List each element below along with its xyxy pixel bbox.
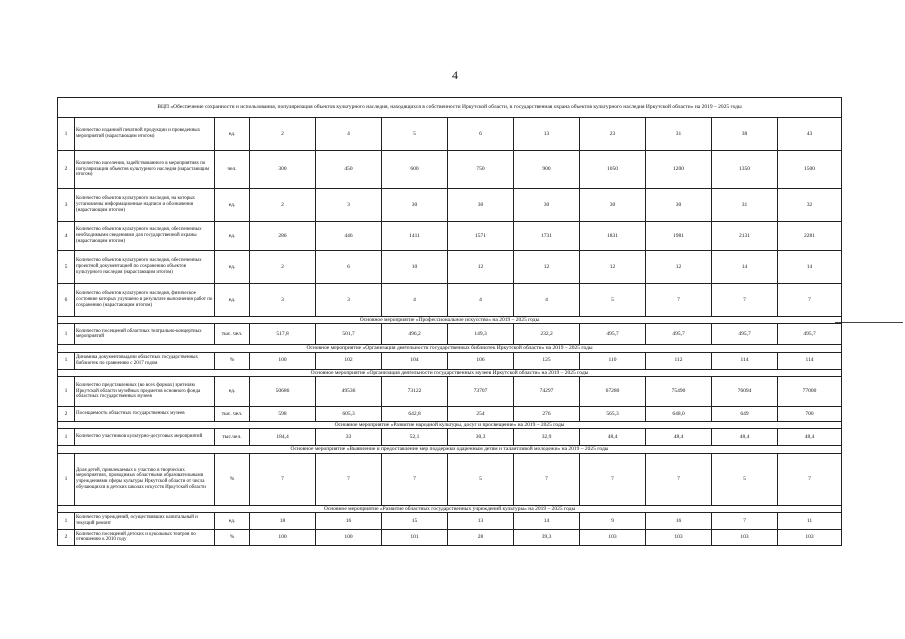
section-title: Основное мероприятие «Развитие областных государственных учреждений культуры» на 2019 – 2025 годы — [58, 505, 842, 512]
row-number: 3 — [58, 189, 75, 222]
unit-cell: ед. — [215, 251, 250, 284]
section-row — [58, 446, 842, 453]
value-cell: 4 — [316, 118, 382, 151]
value-cell: 30 — [514, 189, 580, 222]
unit-cell: ед. — [215, 376, 250, 406]
value-cell: 52,1 — [382, 429, 448, 446]
value-cell: 11 — [778, 512, 842, 529]
value-cell: 286 — [250, 222, 316, 251]
value-cell: 30 — [580, 189, 646, 222]
row-number: 1 — [58, 429, 75, 446]
value-cell: 16 — [316, 512, 382, 529]
value-cell: 32,9 — [514, 429, 580, 446]
table-row — [58, 284, 842, 317]
value-cell: 103 — [580, 529, 646, 545]
row-number: 1 — [58, 352, 75, 369]
value-cell: 32 — [778, 189, 842, 222]
value-cell: 605,3 — [316, 406, 382, 421]
value-cell: 5 — [712, 453, 778, 505]
unit-cell: ед. — [215, 189, 250, 222]
value-cell: 12 — [448, 251, 514, 284]
value-cell: 450 — [316, 151, 382, 189]
value-cell: 300 — [250, 151, 316, 189]
value-cell: 3 — [250, 284, 316, 317]
indicator-name: Количество участников культурно-досуговых мероприятий — [75, 429, 215, 446]
value-cell: 3 — [316, 189, 382, 222]
value-cell: 2131 — [712, 222, 778, 251]
value-cell: 642,8 — [382, 406, 448, 421]
value-cell: 4 — [514, 284, 580, 317]
unit-cell: % — [215, 529, 250, 545]
value-cell: 495,7 — [778, 324, 842, 345]
row-number: 2 — [58, 406, 75, 421]
indicator-name: Количество объектов культурного наследия, на которых установлены информационные надписи и обозначения (нарастающим итогом) — [75, 189, 215, 222]
value-cell: 12 — [580, 251, 646, 284]
value-cell: 33 — [316, 429, 382, 446]
value-cell: 495,7 — [580, 324, 646, 345]
value-cell: 114 — [712, 352, 778, 369]
value-cell: 30,3 — [448, 429, 514, 446]
value-cell: 4 — [448, 284, 514, 317]
value-cell: 5 — [580, 284, 646, 317]
value-cell: 900 — [514, 151, 580, 189]
value-cell: 15 — [382, 512, 448, 529]
value-cell: 103 — [712, 529, 778, 545]
value-cell: 48,4 — [778, 429, 842, 446]
value-cell: 232,2 — [514, 324, 580, 345]
value-cell: 1571 — [448, 222, 514, 251]
indicator-name: Количество посещений областных театрально-концертных мероприятий — [75, 324, 215, 345]
value-cell: 9 — [580, 512, 646, 529]
value-cell: 700 — [778, 406, 842, 421]
value-cell: 5 — [382, 118, 448, 151]
value-cell: 30 — [646, 189, 712, 222]
row-number: 1 — [58, 376, 75, 406]
value-cell: 31 — [646, 118, 712, 151]
section-row — [58, 421, 842, 428]
table-row — [58, 406, 842, 421]
value-cell: 495,7 — [646, 324, 712, 345]
value-cell: 100 — [250, 352, 316, 369]
value-cell: 13 — [514, 118, 580, 151]
row-number: 2 — [58, 529, 75, 545]
value-cell: 254 — [448, 406, 514, 421]
table-row — [58, 429, 842, 446]
value-cell: 7 — [250, 453, 316, 505]
value-cell: 14 — [778, 251, 842, 284]
value-cell: 7 — [316, 453, 382, 505]
value-cell: 149,3 — [448, 324, 514, 345]
table-row — [58, 352, 842, 369]
value-cell: 184,4 — [250, 429, 316, 446]
value-cell: 18 — [250, 512, 316, 529]
unit-cell: % — [215, 352, 250, 369]
table-row — [58, 512, 842, 529]
indicator-name: Количество населения, задействованного в мероприятиях по популяризации объектов культурного наследия (нарастающим итогом) — [75, 151, 215, 189]
value-cell: 13 — [448, 512, 514, 529]
table-header: ВЦП «Обеспечение сохранности и использования, популяризация объектов культурного наследия, находящихся в собственности Иркутской области, и государственная охрана объектов культурного наследия Иркутской области» на 2019 – 2025 годы — [58, 98, 842, 118]
value-cell: 14 — [712, 251, 778, 284]
indicator-name: Количество посещений детских и кукольных театров по отношению к 2010 году — [75, 529, 215, 545]
value-cell: 50686 — [250, 376, 316, 406]
section-row — [58, 317, 842, 324]
value-cell: 1831 — [580, 222, 646, 251]
value-cell: 16 — [646, 512, 712, 529]
table-row — [58, 453, 842, 505]
value-cell: 100 — [316, 529, 382, 545]
value-cell: 73122 — [382, 376, 448, 406]
value-cell: 100 — [250, 529, 316, 545]
value-cell: 7 — [778, 453, 842, 505]
value-cell: 4 — [382, 284, 448, 317]
value-cell: 7 — [382, 453, 448, 505]
value-cell: 48,4 — [646, 429, 712, 446]
value-cell: 446 — [316, 222, 382, 251]
unit-cell: ед. — [215, 512, 250, 529]
value-cell: 648,0 — [646, 406, 712, 421]
indicator-name: Доля детей, привлекаемых к участию в творческих мероприятиях, проводимых областными образовательными учреждениями сферы культуры Иркутской области от числа обучающихся в детских школах искусств Иркутской области — [75, 453, 215, 505]
indicator-name: Посещаемость областных государственных музеев — [75, 406, 215, 421]
unit-cell: тыс. чел. — [215, 406, 250, 421]
indicator-name: Количество представленных (во всех формах) зрителям Иркутской области музейных предметов основного фонда областных государственных музеев — [75, 376, 215, 406]
unit-cell: тыс. чел. — [215, 324, 250, 345]
value-cell: 104 — [382, 352, 448, 369]
value-cell: 6 — [316, 251, 382, 284]
value-cell: 649 — [712, 406, 778, 421]
value-cell: 12 — [514, 251, 580, 284]
section-title: Основное мероприятие «Развитие народной культуры, досуг и просвещение» на 2019 – 2025 годы — [58, 421, 842, 428]
value-cell: 276 — [514, 406, 580, 421]
section-title: Основное мероприятие «Организация деятельности государственных музеев Иркутской области» на 2019 – 2025 годы — [58, 369, 842, 376]
section-title: Основное мероприятие «Выявление и предоставление мер поддержки одаренным детям и талантливой молодежи» на 2019 – 2025 годы — [58, 446, 842, 453]
value-cell: 1200 — [646, 151, 712, 189]
unit-cell: тыс.чел. — [215, 429, 250, 446]
value-cell: 75490 — [646, 376, 712, 406]
value-cell: 2281 — [778, 222, 842, 251]
value-cell: 14 — [514, 512, 580, 529]
value-cell: 517,8 — [250, 324, 316, 345]
value-cell: 76094 — [712, 376, 778, 406]
indicator-name: Количество объектов культурного наследия, обеспеченных проектной документацией по сохранению объектов культурного наследия (нарастающим итогом) — [75, 251, 215, 284]
value-cell: 7 — [646, 453, 712, 505]
value-cell: 30 — [382, 189, 448, 222]
value-cell: 1411 — [382, 222, 448, 251]
indicators-table — [57, 97, 842, 546]
section-title: Основное мероприятие «Организация деятельности государственных библиотек Иркутской области» на 2019 – 2025 годы — [58, 345, 842, 352]
value-cell: 77000 — [778, 376, 842, 406]
value-cell: 1050 — [580, 151, 646, 189]
margin-line — [835, 322, 903, 323]
value-cell: 598 — [250, 406, 316, 421]
value-cell: 2 — [250, 189, 316, 222]
value-cell: 74297 — [514, 376, 580, 406]
value-cell: 103 — [778, 529, 842, 545]
table-row — [58, 222, 842, 251]
section-title: Основное мероприятие «Профессиональное искусство» на 2019 – 2025 годы — [58, 317, 842, 324]
indicator-name: Количество объектов культурного наследия, обеспеченных необходимыми сведениями для государственной охраны (нарастающим итогом) — [75, 222, 215, 251]
table-row — [58, 251, 842, 284]
value-cell: 1350 — [712, 151, 778, 189]
value-cell: 103 — [646, 529, 712, 545]
value-cell: 31 — [712, 189, 778, 222]
value-cell: 2 — [250, 251, 316, 284]
row-number: 4 — [58, 222, 75, 251]
value-cell: 496,2 — [382, 324, 448, 345]
unit-cell: ед. — [215, 222, 250, 251]
table-row — [58, 529, 842, 545]
value-cell: 495,7 — [712, 324, 778, 345]
row-number: 2 — [58, 151, 75, 189]
row-number: 5 — [58, 251, 75, 284]
unit-cell: % — [215, 453, 250, 505]
row-number: 6 — [58, 284, 75, 317]
value-cell: 102 — [316, 352, 382, 369]
value-cell: 600 — [382, 151, 448, 189]
value-cell: 1731 — [514, 222, 580, 251]
value-cell: 23 — [580, 118, 646, 151]
page-number: 4 — [452, 68, 458, 82]
value-cell: 1981 — [646, 222, 712, 251]
table-row — [58, 189, 842, 222]
value-cell: 101 — [382, 529, 448, 545]
value-cell: 38 — [712, 118, 778, 151]
value-cell: 7 — [580, 453, 646, 505]
value-cell: 39,3 — [514, 529, 580, 545]
value-cell: 565,3 — [580, 406, 646, 421]
value-cell: 30 — [448, 189, 514, 222]
value-cell: 2 — [250, 118, 316, 151]
table-row — [58, 376, 842, 406]
value-cell: 12 — [646, 251, 712, 284]
row-number: 1 — [58, 324, 75, 345]
row-number: 1 — [58, 118, 75, 151]
table-row — [58, 151, 842, 189]
unit-cell: чел. — [215, 151, 250, 189]
value-cell: 125 — [514, 352, 580, 369]
unit-cell: ед. — [215, 118, 250, 151]
section-row — [58, 345, 842, 352]
table-row — [58, 118, 842, 151]
unit-cell: ед. — [215, 284, 250, 317]
value-cell: 48,4 — [580, 429, 646, 446]
value-cell: 7 — [646, 284, 712, 317]
indicator-name: Динамика документовыдачи областных государственных библиотек по сравнению с 2017 годом — [75, 352, 215, 369]
value-cell: 7 — [712, 284, 778, 317]
value-cell: 28 — [448, 529, 514, 545]
table-row — [58, 324, 842, 345]
value-cell: 6 — [448, 118, 514, 151]
value-cell: 112 — [646, 352, 712, 369]
value-cell: 7 — [778, 284, 842, 317]
value-cell: 67280 — [580, 376, 646, 406]
value-cell: 501,7 — [316, 324, 382, 345]
value-cell: 750 — [448, 151, 514, 189]
value-cell: 7 — [712, 512, 778, 529]
indicator-name: Количество изданной печатной продукции и проведенных мероприятий (нарастающим итогом) — [75, 118, 215, 151]
row-number: 1 — [58, 512, 75, 529]
value-cell: 10 — [382, 251, 448, 284]
value-cell: 1500 — [778, 151, 842, 189]
value-cell: 73707 — [448, 376, 514, 406]
value-cell: 49536 — [316, 376, 382, 406]
section-row — [58, 369, 842, 376]
row-number: 1 — [58, 453, 75, 505]
value-cell: 106 — [448, 352, 514, 369]
value-cell: 43 — [778, 118, 842, 151]
section-row — [58, 505, 842, 512]
indicator-name: Количество объектов культурного наследия, физическое состояние которых улучшено в результате выполнения работ по сохранению (нарастающим итогом) — [75, 284, 215, 317]
value-cell: 7 — [514, 453, 580, 505]
value-cell: 3 — [316, 284, 382, 317]
value-cell: 114 — [778, 352, 842, 369]
indicator-name: Количество учреждений, осуществивших капитальный и текущий ремонт — [75, 512, 215, 529]
value-cell: 110 — [580, 352, 646, 369]
value-cell: 5 — [448, 453, 514, 505]
value-cell: 48,4 — [712, 429, 778, 446]
